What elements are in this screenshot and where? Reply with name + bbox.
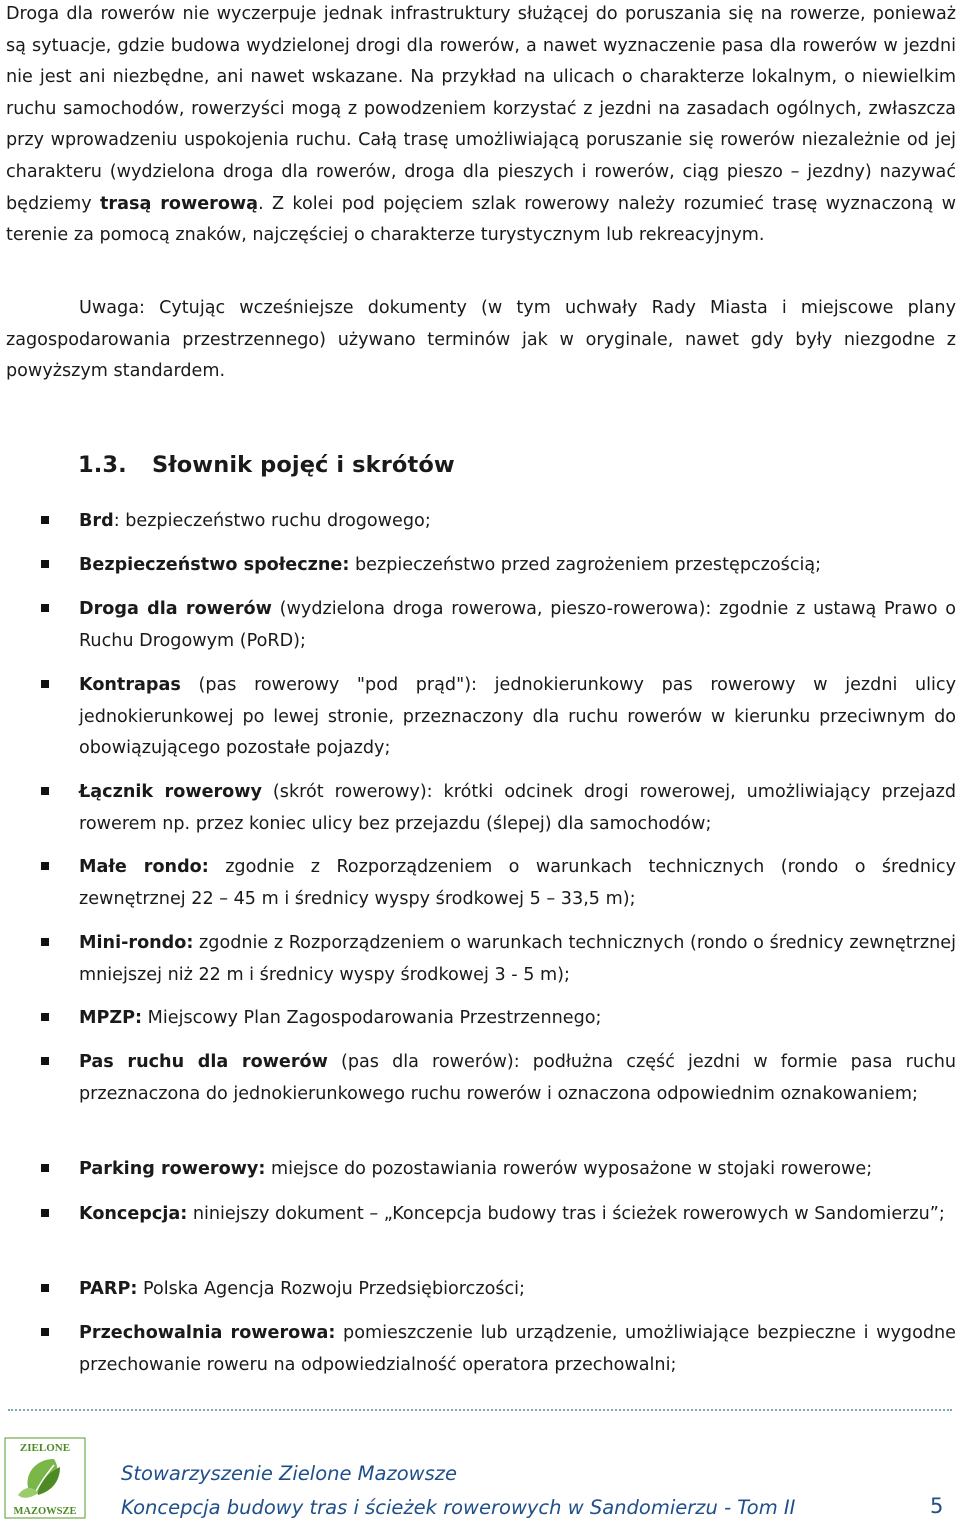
footer-organization: Stowarzyszenie Zielone Mazowsze: [121, 1462, 457, 1485]
glossary-item: [79, 1003, 956, 1035]
glossary-term: Koncepcja:: [79, 1204, 188, 1224]
glossary-term: PARP:: [79, 1279, 138, 1299]
glossary-term: Małe rondo:: [79, 857, 209, 877]
glossary-item: [79, 670, 956, 765]
glossary-item: [79, 1274, 956, 1306]
glossary-item: [79, 1047, 956, 1110]
glossary-item: [79, 928, 956, 991]
glossary-definition: zgodnie z Rozporządzeniem o warunkach technicznych (rondo o średnicy zewnętrznej 22 – 45 m i średnicy wyspy środkowej 5 – 33,5 m);: [79, 857, 956, 909]
zielone-mazowsze-logo: [4, 1437, 86, 1519]
logo-bottom-text: MAZOWSZE: [13, 1506, 77, 1517]
footer-divider: [8, 1409, 952, 1411]
glossary-item: [79, 1154, 956, 1186]
glossary-term: Łącznik rowerowy: [79, 782, 262, 802]
glossary-term: Kontrapas: [79, 675, 181, 695]
glossary-item: [79, 550, 956, 582]
bullet-marker: [41, 560, 49, 568]
glossary-definition: miejsce do pozostawiania rowerów wyposażone w stojaki rowerowe;: [265, 1159, 873, 1179]
glossary-item: [79, 1318, 956, 1381]
glossary-term: Parking rowerowy:: [79, 1159, 266, 1179]
footer-document-title: Koncepcja budowy tras i ścieżek rowerowych w Sandomierzu - Tom II: [121, 1496, 796, 1519]
bullet-marker: [41, 1328, 49, 1336]
glossary-item: [79, 1199, 956, 1231]
intro-paragraph: [6, 0, 956, 252]
bullet-marker: [41, 1164, 49, 1172]
glossary-term: Brd: [79, 511, 114, 531]
glossary-definition: pomieszczenie lub urządzenie, umożliwiające bezpieczne i wygodne przechowanie roweru na odpowiedzialność operatora przechowalni;: [79, 1323, 956, 1375]
section-number: 1.3.: [78, 452, 127, 478]
bullet-marker: [41, 787, 49, 795]
glossary-definition: zgodnie z Rozporządzeniem o warunkach technicznych (rondo o średnicy zewnętrznej mniejszej niż 22 m i średnicy wyspy środkowej 3 - 5 m);: [79, 933, 956, 985]
bullet-marker: [41, 938, 49, 946]
section-title: Słownik pojęć i skrótów: [152, 452, 455, 478]
glossary-definition: niniejszy dokument – „Koncepcja budowy tras i ścieżek rowerowych w Sandomierzu”;: [187, 1204, 945, 1224]
glossary-definition: (wydzielona droga rowerowa, pieszo-rowerowa): zgodnie z ustawą Prawo o Ruchu Drogowym (PoRD);: [79, 599, 956, 651]
intro-text-b: . Z kolei pod pojęciem szlak rowerowy należy rozumieć trasę wyznaczoną w terenie za pomocą znaków, najczęściej o charakterze turystycznym lub rekreacyjnym.: [6, 193, 956, 246]
glossary-definition: Miejscowy Plan Zagospodarowania Przestrzennego;: [142, 1008, 602, 1028]
glossary-definition: : bezpieczeństwo ruchu drogowego;: [113, 511, 431, 531]
intro-text-a: Droga dla rowerów nie wyczerpuje jednak infrastruktury służącej do poruszania się na rowerze, ponieważ są sytuacje, gdzie budowa wydzielonej drogi dla rowerów, a nawet wyznaczenie pasa dla rowerów w jezdni nie jest ani niezbędne, ani nawet wskazane. Na przykład na ulicach o charakterze lokalnym, o niewielkim ruchu samochodów, rowerzyści mogą z powodzeniem korzystać z jezdni na zasadach ogólnych, zwłaszcza przy wprowadzeniu uspokojenia ruchu. Całą trasę umożliwiającą poruszanie się rowerów niezależnie od jej charakteru (wydzielona droga dla rowerów, droga dla pieszych i rowerów, ciąg pieszo – jezdny) nazywać będziemy: [6, 4, 956, 214]
page-number: 5: [930, 1494, 944, 1518]
glossary-term: Pas ruchu dla rowerów: [79, 1052, 328, 1072]
glossary-term: Przechowalnia rowerowa:: [79, 1323, 336, 1343]
bullet-marker: [41, 1057, 49, 1065]
logo-top-text: ZIELONE: [19, 1442, 71, 1454]
bullet-marker: [41, 862, 49, 870]
glossary-item: [79, 852, 956, 915]
bullet-marker: [41, 1013, 49, 1021]
bullet-marker: [41, 604, 49, 612]
glossary-item: [79, 777, 956, 840]
glossary-definition: (skrót rowerowy): krótki odcinek drogi rowerowej, umożliwiający przejazd rowerem np. przez koniec ulicy bez przejazdu (ślepej) dla samochodów;: [79, 782, 956, 834]
glossary-term: Bezpieczeństwo społeczne:: [79, 555, 350, 575]
section-heading: [78, 452, 455, 478]
note-paragraph: Uwaga: Cytując wcześniejsze dokumenty (w tym uchwały Rady Miasta i miejscowe plany zagospodarowania przestrzennego) używano terminów jak w oryginale, nawet gdy były niezgodne z powyższym standardem.: [6, 298, 956, 382]
glossary-item: [79, 506, 956, 538]
bullet-marker: [41, 1284, 49, 1292]
bullet-marker: [41, 680, 49, 688]
glossary-item: [79, 594, 956, 657]
glossary-term: Mini-rondo:: [79, 933, 194, 953]
glossary-term: MPZP:: [79, 1008, 143, 1028]
intro-bold-term: trasą rowerową: [100, 193, 259, 214]
glossary-definition: bezpieczeństwo przed zagrożeniem przestępczością;: [349, 555, 822, 575]
glossary-definition: Polska Agencja Rozwoju Przedsiębiorczości;: [137, 1279, 525, 1299]
glossary-definition: (pas rowerowy "pod prąd"): jednokierunkowy pas rowerowy w jezdni ulicy jednokierunkowej po lewej stronie, przeznaczony dla ruchu rowerów w kierunku przeciwnym do obowiązującego pozostałe pojazdy;: [79, 675, 956, 759]
glossary-term: Droga dla rowerów: [79, 599, 272, 619]
bullet-marker: [41, 1209, 49, 1217]
bullet-marker: [41, 516, 49, 524]
glossary-definition: (pas dla rowerów): podłużna część jezdni w formie pasa ruchu przeznaczona do jednokierunkowego ruchu rowerów i oznaczona odpowiednim oznakowaniem;: [79, 1052, 956, 1104]
